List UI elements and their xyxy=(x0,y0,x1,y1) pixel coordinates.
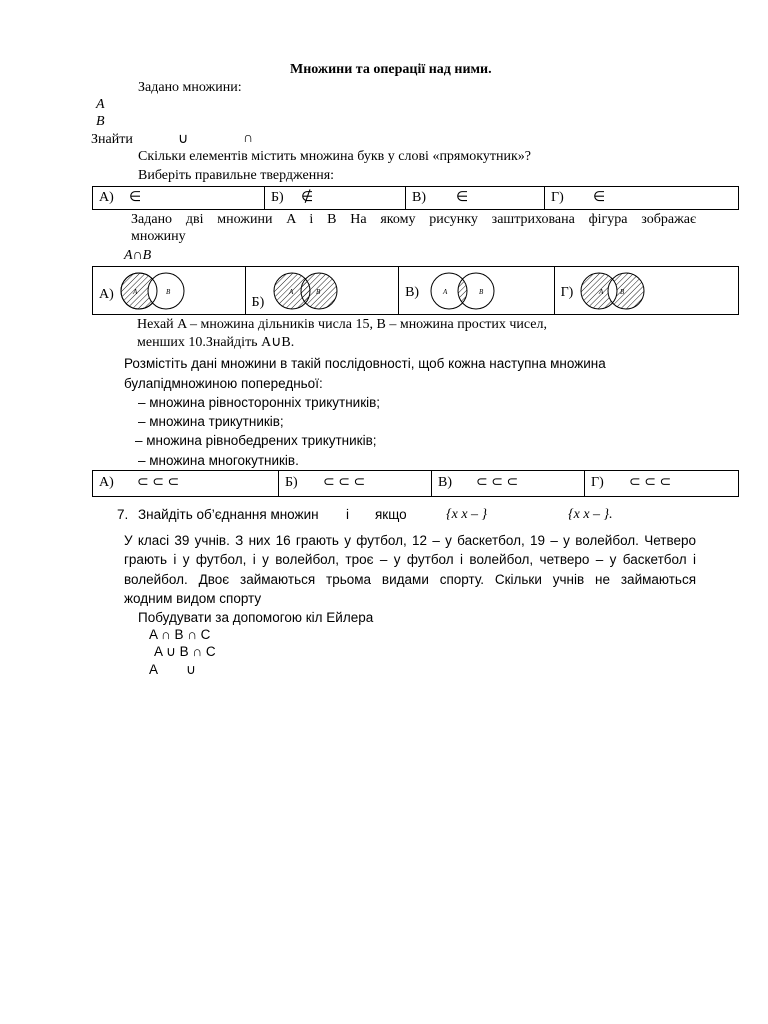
q4-text-line1: Задано дві множини A і B На якому рисунку заштрихована фігура зображає xyxy=(131,212,696,227)
q3-option-a[interactable]: А) ∈ xyxy=(93,187,265,209)
q6-text-line1: Розмістіть дані множини в такій послідовності, щоб кожна наступна множина xyxy=(124,356,606,371)
q3-option-d[interactable]: Г) ∈ xyxy=(551,190,606,205)
q4-answer-table xyxy=(92,266,739,315)
q3-option-b[interactable]: Б) ∉ xyxy=(265,187,406,209)
svg-text:B: B xyxy=(479,288,484,296)
q1-set-a: A xyxy=(96,97,105,112)
q1-set-b: B xyxy=(96,114,105,129)
venn-diagram-a xyxy=(119,271,189,311)
q6-item-1: – множина рівносторонніх трикутників; xyxy=(138,395,381,410)
q4-formula: A∩B xyxy=(124,248,152,263)
q3-option-c[interactable]: В) ∈ xyxy=(406,187,545,209)
q9-expr3-op: ∪ xyxy=(186,662,196,677)
q8-line2: грають і у футбол, і у волейбол, троє – у футбол і волейбол, четверо – у баскетбол і xyxy=(124,552,696,567)
svg-text:B: B xyxy=(619,288,624,296)
q9-text: Побудувати за допомогою кіл Ейлера xyxy=(138,610,374,625)
q3-text: Виберіть правильне твердження: xyxy=(138,168,335,183)
q8-line4: жодним видом спорту xyxy=(124,591,262,606)
q4-option-d[interactable]: Г) A B xyxy=(555,267,738,314)
q6-item-3: – множина рівнобедрених трикутників; xyxy=(135,433,377,448)
q9-expr1: A ∩ B ∩ C xyxy=(149,627,211,642)
q7-and: і xyxy=(346,507,349,522)
svg-text:A: A xyxy=(288,288,293,296)
q2-text: Скільки елементів містить множина букв у слові «прямокутник»? xyxy=(138,149,531,164)
q4-option-c[interactable]: В) A B xyxy=(399,267,555,314)
venn-diagram-b xyxy=(272,271,346,311)
q5-text-line1: Нехай A – множина дільників числа 15, B – множина простих чисел, xyxy=(137,317,547,332)
q6-option-c[interactable]: В) ⊂ ⊂ ⊂ xyxy=(432,471,585,496)
q7-set1: {x x – } xyxy=(446,507,488,522)
q1-intersection-symbol: ∩ xyxy=(243,131,254,146)
q6-text-line2: булапідмножиною попередньої: xyxy=(124,376,323,391)
q7-if: якщо xyxy=(375,507,407,522)
q5-text-line2: менших 10.Знайдіть A∪B. xyxy=(137,335,295,350)
q6-item-2: – множина трикутників; xyxy=(138,414,284,429)
venn-diagram-d xyxy=(579,271,653,311)
svg-text:B: B xyxy=(315,288,320,296)
q6-option-b[interactable]: Б) ⊂ ⊂ ⊂ xyxy=(279,471,432,496)
q8-line1: У класі 39 учнів. З них 16 грають у футбол, 12 – у баскетбол, 19 – у волейбол. Четверо xyxy=(124,533,696,548)
svg-text:A: A xyxy=(443,288,448,296)
q6-answer-table xyxy=(92,470,739,497)
q6-item-4: – множина многокутників. xyxy=(138,453,299,468)
q8-line3: волейбол. Двоє займаються трьома видами спорту. Скільки учнів не займаються xyxy=(124,572,696,587)
q4-option-b[interactable]: Б) A B xyxy=(246,267,400,314)
q4-text-line2: множину xyxy=(131,229,186,244)
svg-text:A: A xyxy=(133,288,138,296)
q6-option-d[interactable]: Г) ⊂ ⊂ ⊂ xyxy=(591,475,672,490)
venn-diagram-c xyxy=(429,271,503,311)
svg-text:B: B xyxy=(166,288,171,296)
q9-expr2: A ∪ B ∩ C xyxy=(154,644,216,659)
q1-intro: Задано множини: xyxy=(138,80,242,95)
q1-find: Знайти xyxy=(91,132,133,147)
page-title: Множини та операції над ними. xyxy=(290,62,492,77)
svg-text:A: A xyxy=(598,288,603,296)
q1-union-symbol: ∪ xyxy=(178,132,189,147)
q7-set2: {x x – }. xyxy=(568,507,613,522)
q4-option-a[interactable]: А) A B xyxy=(93,267,246,314)
q7-text: Знайдіть об’єднання множин xyxy=(138,507,319,522)
q9-expr3-a: A xyxy=(149,662,159,677)
q6-option-a[interactable]: А) ⊂ ⊂ ⊂ xyxy=(93,471,279,496)
q7-number: 7. xyxy=(117,507,129,522)
q3-answer-table xyxy=(92,186,739,210)
